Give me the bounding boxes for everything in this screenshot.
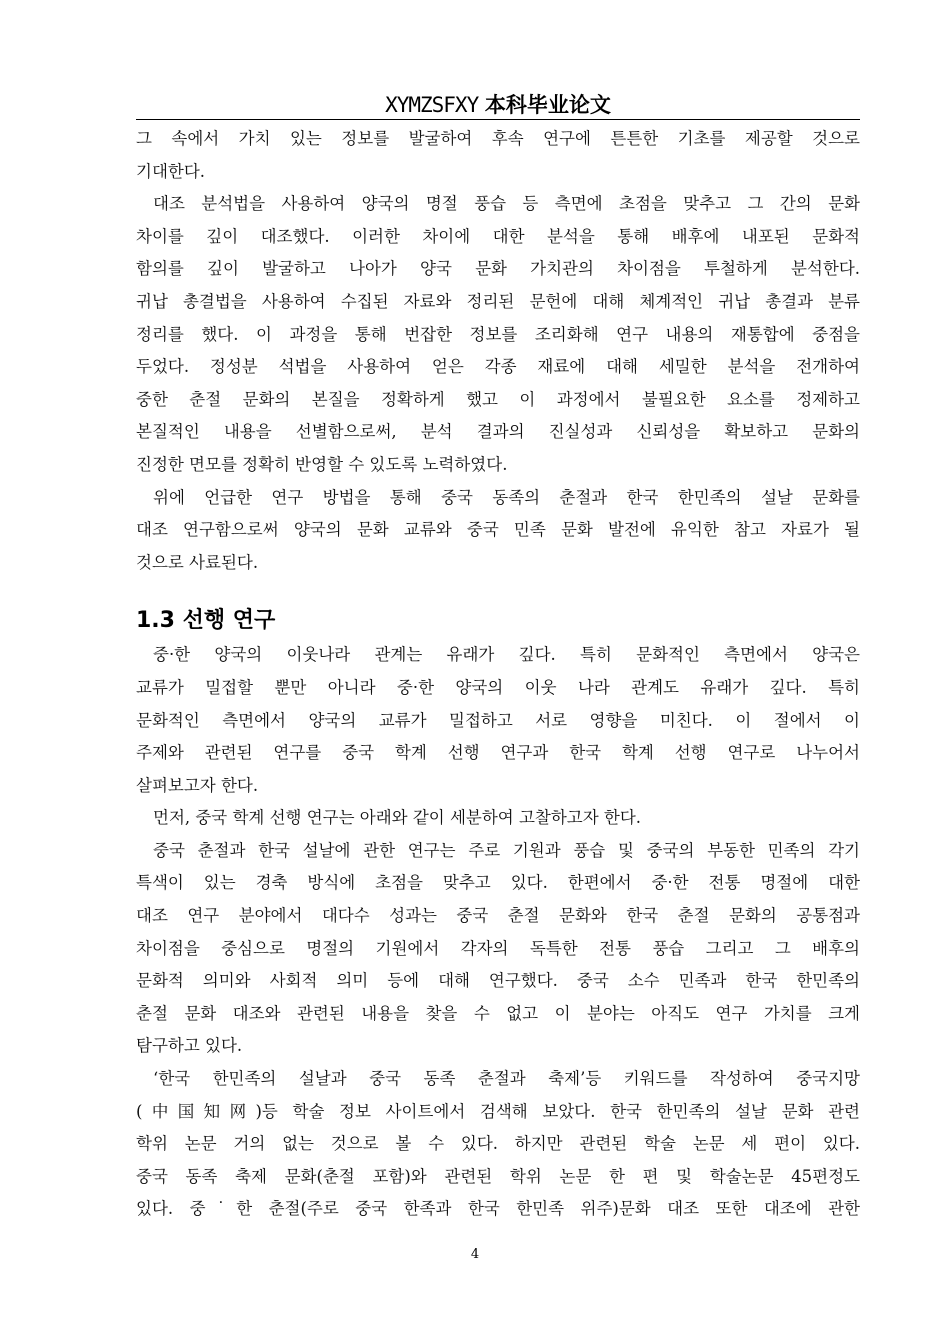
paragraph — [136, 482, 860, 580]
text-line: 살펴보고자 한다. — [136, 775, 259, 795]
text-line: 주제와 관련된 연구를 중국 학계 선행 연구과 한국 학계 선행 연구로 나누어서 — [136, 743, 860, 763]
text-line: 중국 동족 축제 문화(춘절 포함)와 관련된 학위 논문 한 편 및 학술논문 45편정도 — [136, 1166, 860, 1186]
text-line: 것으로 사료된다. — [136, 552, 259, 572]
text-line: 중한 춘절 문화의 본질을 정확하게 했고 이 과정에서 불필요한 요소를 정제하고 — [136, 389, 860, 409]
text-line: 문화적인 측면에서 양국의 교류가 밀접하고 서로 영향을 미친다. 이 절에서 이 — [136, 710, 860, 730]
text-line: 그 속에서 가치 있는 정보를 발굴하여 후속 연구에 튼튼한 기초를 제공할 것으로 — [136, 129, 860, 148]
spacer — [136, 579, 860, 593]
text-line: (中国知网)등 학술 정보 사이트에서 검색해 보았다. 한국 한민족의 설날 문화 관련 — [136, 1101, 860, 1121]
text-line: 먼저, 중국 학계 선행 연구는 아래와 같이 세분하여 고찰하고자 한다. — [153, 808, 642, 828]
text-line: 정리를 했다. 이 과정을 통해 번잡한 정보를 조리화해 연구 내용의 재통합에 중점을 — [136, 324, 860, 344]
header-latin: XYMZSFXY — [385, 93, 479, 117]
paragraph — [136, 1063, 860, 1226]
text-line: 차이를 깊이 대조했다. 이러한 차이에 대한 분석을 통해 배후에 내포된 문화적 — [136, 226, 860, 246]
text-line: 대조 연구 분야에서 대다수 성과는 중국 춘절 문화와 한국 춘절 문화의 공통점과 — [136, 906, 860, 926]
text-line: 차이점을 중심으로 명절의 기원에서 각자의 독특한 전통 풍습 그리고 그 배후의 — [136, 938, 860, 958]
text-line: 탐구하고 있다. — [136, 1036, 243, 1056]
paragraph — [136, 639, 860, 802]
text-line: 귀납 총결법을 사용하여 수집된 자료와 정리된 문헌에 대해 체계적인 귀납 총결과 분류 — [136, 291, 860, 311]
text-line: 중국 춘절과 한국 설날에 관한 연구는 주로 기원과 풍습 및 중국의 부동한 민족의 각기 — [153, 840, 860, 860]
text-line: 교류가 밀접할 뿐만 아니라 중·한 양국의 이웃 나라 관계도 유래가 깊다. 특히 — [136, 677, 860, 697]
text-line: 본질적인 내용을 선별함으로써, 분석 결과의 진실성과 신뢰성을 확보하고 문화의 — [136, 422, 860, 442]
text-line: 있다. 중˙한 춘절(주로 중국 한족과 한국 한민족 위주)문화 대조 또한 대조에 관한 — [136, 1199, 860, 1219]
text-line: 춘절 문화 대조와 관련된 내용을 찾을 수 없고 이 분야는 아직도 연구 가치를 크게 — [136, 1003, 860, 1023]
text-line: 문화적 의미와 사회적 의미 등에 대해 연구했다. 중국 소수 민족과 한국 한민족의 — [136, 971, 860, 991]
paragraph — [136, 835, 860, 1063]
text-line: 위에 언급한 연구 방법을 통해 중국 동족의 춘절과 한국 한민족의 설날 문화를 — [153, 487, 860, 507]
text-line: 함의를 깊이 발굴하고 나아가 양국 문화 가치관의 차이점을 투철하게 분석한다. — [136, 259, 860, 279]
text-line: 특색이 있는 경축 방식에 초점을 맞추고 있다. 한편에서 중·한 전통 명절에 대한 — [136, 873, 860, 893]
text-line: 대조 분석법을 사용하여 양국의 명절 풍습 등 측면에 초점을 맞추고 그 간의 문화 — [153, 194, 860, 214]
text-line: ‘한국 한민족의 설날과 중국 동족 춘절과 축제’등 키워드를 작성하여 중국지망 — [153, 1069, 860, 1089]
header-rule — [136, 119, 860, 120]
paragraph — [136, 188, 860, 481]
text-line: 두었다. 정성분 석법을 사용하여 얻은 각종 재료에 대해 세밀한 분석을 전개하여 — [136, 357, 860, 377]
paragraph — [136, 802, 860, 835]
section-heading: 1.3 선행 연구 — [136, 608, 276, 634]
header-title: 本科毕业论文 — [484, 92, 611, 117]
text-line: 대조 연구함으로써 양국의 문화 교류와 중국 민족 문화 발전에 유익한 참고 자료가 될 — [136, 520, 860, 540]
paragraph — [136, 123, 860, 188]
text-line: 학위 논문 거의 없는 것으로 볼 수 있다. 하지만 관련된 학술 논문 세 편이 있다. — [136, 1134, 860, 1154]
text-line: 진정한 면모를 정확히 반영할 수 있도록 노력하였다. — [136, 454, 508, 474]
text-line: 기대한다. — [136, 161, 206, 181]
running-header — [136, 92, 860, 118]
page-number: 4 — [470, 1247, 480, 1262]
text-line: 중·한 양국의 이웃나라 관계는 유래가 깊다. 특히 문화적인 측면에서 양국은 — [153, 645, 860, 665]
body-text — [136, 123, 860, 1226]
